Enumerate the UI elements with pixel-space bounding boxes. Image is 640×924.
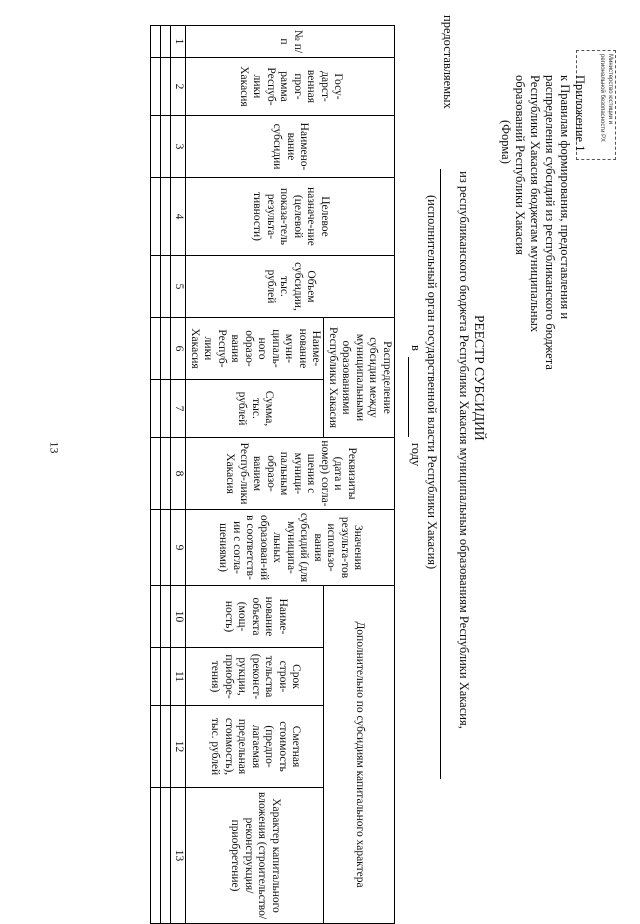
ministry-stamp: Министерство юстиции и региональной безопасности РХ [576, 50, 616, 160]
appendix-block [512, 75, 587, 370]
header-col-13: Характер капитального вложения (строительство/ реконструкция/ приобретение) [186, 788, 324, 924]
column-number: 3 [171, 116, 186, 178]
header-col-10: Наиме-нование объекта (мощ-ность) [186, 586, 324, 648]
empty-cell [161, 256, 171, 318]
empty-cell [151, 26, 161, 58]
empty-cell [161, 318, 171, 380]
empty-cell [161, 58, 171, 116]
column-number: 13 [171, 788, 186, 924]
column-number: 6 [171, 318, 186, 380]
rotated-document-sheet [95, 15, 595, 920]
header-col-1: № п/п [186, 26, 395, 58]
column-number: 10 [171, 586, 186, 648]
empty-table-row [151, 26, 161, 924]
column-number: 1 [171, 26, 186, 58]
header-col-11: Срок строи-тельства (реконст-рукции, приобре-тения) [186, 648, 324, 706]
authority-blank [440, 169, 453, 779]
header-col-5: Объем субсидии, тыс. рублей [186, 256, 395, 318]
column-number: 4 [171, 178, 186, 256]
header-col-8: Реквизиты (дата и номер) согла-шения с муници-пальным образо-ванием Респуб-лики Хакасия [186, 438, 395, 510]
appendix-line: Приложение 1 [573, 75, 587, 152]
header-col-12: Сметная стоимость (предпо-лагаемая предельная стоимость), тыс. рублей [186, 706, 324, 788]
empty-cell [161, 648, 171, 706]
column-number-row [171, 26, 186, 924]
empty-cell [161, 788, 171, 924]
header-col-4: Целевое назначе-ние (целевой показа-тель результа-тивности) [186, 178, 395, 256]
page-number: 13 [47, 441, 62, 454]
empty-cell [161, 380, 171, 438]
document-subtitle: из республиканского бюджета Республики Хакасия муниципальным образованиям Республики Хакасия, [457, 171, 471, 729]
document-title: РЕЕСТР СУБСИДИЙ [472, 315, 487, 441]
column-number: 2 [171, 58, 186, 116]
empty-cell [151, 648, 161, 706]
empty-cell [151, 586, 161, 648]
header-col-3: Наимено-вание субсидии [186, 116, 395, 178]
empty-cell [161, 178, 171, 256]
column-number: 7 [171, 380, 186, 438]
header-col-7: Сумма, тыс. рублей [186, 380, 324, 438]
empty-cell [151, 116, 161, 178]
empty-cell [151, 510, 161, 586]
appendix-line: распределения субсидий из республиканского бюджета [543, 75, 557, 370]
header-col-9: Значения результа-тов использо-вания субсидий (для муниципа-льных образован-ий в соответств-ии с согла-шениями) [186, 510, 395, 586]
column-number: 9 [171, 510, 186, 586]
column-number: 5 [171, 256, 186, 318]
column-number: 11 [171, 648, 186, 706]
header-col-6: Наиме-нование муни-ципаль-ного образо-вания Респуб-лики Хакасия [186, 318, 324, 380]
appendix-line: образований Республики Хакасия [513, 75, 527, 255]
empty-cell [151, 256, 161, 318]
authority-note: (исполнительный орган государственной власти Республики Хакасия) [425, 195, 439, 570]
empty-cell [151, 58, 161, 116]
empty-cell [161, 706, 171, 788]
year-blank [408, 357, 420, 437]
empty-cell [151, 318, 161, 380]
appendix-line: Республики Хакасия бюджетам муниципальных [528, 75, 542, 333]
empty-cell [151, 706, 161, 788]
provided-line [440, 15, 455, 875]
empty-cell [161, 438, 171, 510]
empty-cell [151, 788, 161, 924]
header-group-distribution: Распределение субсидии между муниципальными образованиями Республики Хакасия [324, 318, 395, 438]
empty-cell [161, 510, 171, 586]
column-number: 12 [171, 706, 186, 788]
empty-table-row [161, 26, 171, 924]
subsidy-register-table [151, 25, 396, 924]
appendix-line: к Правилам формирования, предоставления и [558, 75, 572, 320]
form-label: (Форма) [499, 120, 513, 164]
header-group-capital: Дополнительно по субсидиям капитального характера [324, 586, 395, 924]
year-prefix: в [409, 345, 423, 351]
year-suffix: году [409, 442, 423, 467]
provided-label: предоставляемых [441, 15, 455, 109]
empty-cell [151, 380, 161, 438]
empty-cell [161, 26, 171, 58]
column-number: 8 [171, 438, 186, 510]
empty-cell [161, 116, 171, 178]
year-line [408, 345, 423, 466]
empty-cell [151, 438, 161, 510]
empty-cell [151, 178, 161, 256]
empty-cell [161, 586, 171, 648]
header-col-2: Госу-дарст-венная прог-рамма Респуб-лики Хакасия [186, 58, 395, 116]
